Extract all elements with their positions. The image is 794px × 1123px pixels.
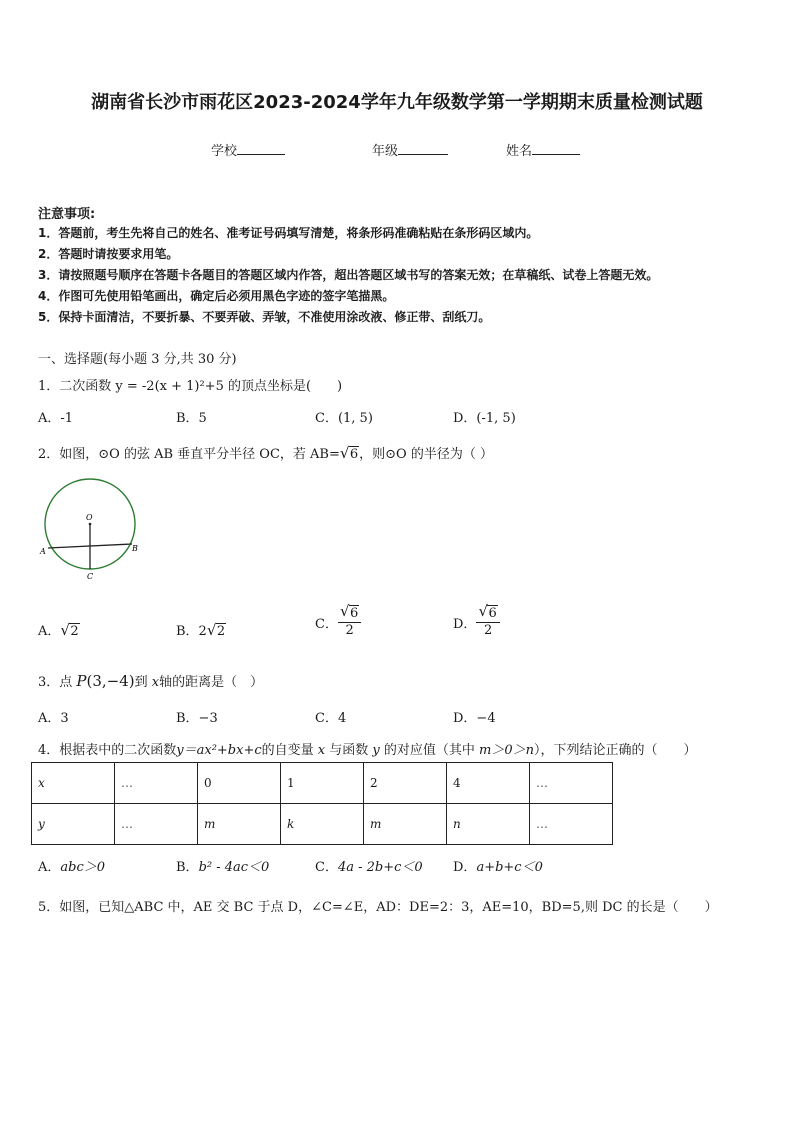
page-title: 湖南省长沙市雨花区2023-2024学年九年级数学第一学期期末质量检测试题 (91, 92, 703, 113)
q4-option-a[interactable] (38, 856, 105, 875)
name-label: 姓名 (506, 144, 533, 159)
q4-stem-part-c: 与函数 (325, 743, 373, 758)
q1-option-a[interactable]: A．-1 (38, 411, 74, 426)
table-cell: … (530, 804, 613, 845)
fraction (476, 602, 499, 639)
sqrt-symbol: √ 6 (339, 444, 359, 462)
q4-condition: m＞0＞n (479, 743, 534, 758)
table-row (32, 763, 613, 804)
table-cell: … (115, 804, 198, 845)
table-cell: m (364, 804, 447, 845)
q2-option-c-radicand: 6 (349, 606, 359, 621)
q2-option-d-label: D． (453, 617, 477, 632)
label-c: C (87, 572, 94, 581)
name-blank[interactable] (532, 140, 580, 155)
table-row (32, 804, 613, 845)
section-heading: 一、选择题(每小题 3 分,共 30 分) (38, 352, 237, 367)
q3-stem-part-b: 到 (134, 675, 152, 690)
q4-option-c[interactable] (315, 856, 423, 875)
table-cell: 0 (198, 763, 281, 804)
table-cell: … (115, 763, 198, 804)
q2-stem (38, 443, 493, 462)
q3-option-b[interactable]: B．−3 (176, 711, 218, 726)
table-cell: y (32, 804, 115, 845)
q4-y-var: y (372, 743, 380, 758)
q2-option-c[interactable] (315, 602, 361, 639)
label-b: B (132, 544, 138, 553)
q4-stem-part-b: 的自变量 (261, 743, 318, 758)
q4-stem-part-e: ），下列结论正确的（ ） (534, 743, 697, 758)
center-point (89, 523, 92, 526)
q2-stem-part-a: 2．如图，⊙O 的弦 AB 垂直平分半径 OC，若 AB= (38, 447, 340, 462)
grade-field[interactable] (372, 140, 448, 159)
q4-option-b-expr: b² - 4ac＜0 (198, 860, 270, 875)
fraction (338, 602, 361, 639)
school-label: 学校 (211, 144, 238, 159)
table-cell: … (530, 763, 613, 804)
q5-stem: 5．如图，已知△ABC 中，AE 交 BC 于点 D，∠C=∠E，AD：DE=2：3，AE=10，BD=5,则 DC 的长是（ ） (38, 900, 718, 915)
sqrt-symbol: √ 2 (206, 621, 226, 639)
notice-item-5: 5．保持卡面清洁，不要折暴、不要弄破、弄皱，不准使用涂改液、修正带、刮纸刀。 (38, 310, 491, 324)
q4-option-a-label: A． (38, 860, 61, 875)
q3-option-c[interactable]: C．4 (315, 711, 347, 726)
q4-option-b-label: B． (176, 860, 199, 875)
label-a: A (40, 547, 46, 556)
notice-heading: 注意事项: (38, 207, 96, 222)
q2-option-a-label: A． (38, 624, 61, 639)
q2-option-d-radicand: 6 (488, 606, 497, 621)
q2-option-a-radicand: 2 (70, 624, 79, 639)
q4-x-var: x (317, 743, 326, 758)
q4-option-b[interactable] (176, 856, 269, 875)
q2-stem-radicand: 6 (349, 447, 359, 462)
q1-stem: 1．二次函数 y = -2(x + 1)²+5 的顶点坐标是( ) (38, 379, 343, 394)
q3-stem (38, 671, 263, 690)
q4-option-d-expr: a+b+c＜0 (476, 860, 543, 875)
table-cell: x (32, 763, 115, 804)
notice-item-3: 3．请按照题号顺序在答题卡各题目的答题区域内作答，超出答题区域书写的答案无效；在草稿纸、试卷上答题无效。 (38, 268, 659, 282)
q4-option-d-label: D． (453, 860, 477, 875)
q3-coords: (3,−4) (86, 672, 135, 690)
q2-option-b[interactable] (176, 620, 226, 639)
sqrt-symbol: √ 6 (478, 602, 497, 621)
q2-circle-figure (30, 475, 150, 590)
q3-stem-part-c: 轴的距离是（ ） (159, 675, 264, 690)
q1-option-c[interactable]: C．(1, 5) (315, 411, 373, 426)
name-field[interactable] (506, 140, 580, 159)
school-blank[interactable] (237, 140, 285, 155)
q4-value-table (31, 762, 613, 845)
q2-option-d[interactable] (453, 602, 500, 639)
q4-stem (38, 739, 697, 758)
q4-option-d[interactable] (453, 856, 543, 875)
q2-option-d-denominator: 2 (483, 623, 493, 638)
q2-stem-part-b: ，则⊙O 的半径为（ ） (359, 447, 493, 462)
sqrt-symbol: √ 6 (339, 602, 359, 621)
table-cell: 1 (281, 763, 364, 804)
q4-option-c-label: C． (315, 860, 338, 875)
q1-option-d[interactable]: D．(-1, 5) (453, 411, 516, 426)
table-cell: 2 (364, 763, 447, 804)
table-cell: n (447, 804, 530, 845)
table-cell: 4 (447, 763, 530, 804)
table-cell: k (281, 804, 364, 845)
q4-function: y＝ax²+bx+c (176, 743, 262, 758)
q3-option-d[interactable]: D．−4 (453, 711, 496, 726)
grade-blank[interactable] (398, 140, 448, 155)
q3-point: P (76, 672, 87, 690)
q1-option-b[interactable]: B．5 (176, 411, 207, 426)
label-o: O (86, 513, 93, 522)
q4-stem-part-a: 4．根据表中的二次函数 (38, 743, 177, 758)
q4-option-c-expr: 4a - 2b+c＜0 (337, 860, 423, 875)
sqrt-symbol: √ 2 (60, 621, 79, 639)
q2-option-c-denominator: 2 (345, 623, 354, 638)
q3-stem-part-a: 3．点 (38, 675, 77, 690)
q3-axis: x (151, 675, 160, 690)
notice-item-4: 4．作图可先使用铅笔画出，确定后必须用黑色字迹的签字笔描黑。 (38, 289, 395, 303)
table-cell: m (198, 804, 281, 845)
q4-stem-part-d: 的对应值（其中 (379, 743, 480, 758)
q4-option-a-expr: abc＞0 (60, 860, 106, 875)
q3-option-a[interactable]: A．3 (38, 711, 69, 726)
notice-item-1: 1．答题前，考生先将自己的姓名、准考证号码填写清楚，将条形码准确粘贴在条形码区域内。 (38, 226, 539, 240)
q2-option-c-label: C． (315, 617, 338, 632)
grade-label: 年级 (372, 144, 399, 159)
q2-option-b-label: B．2 (176, 624, 207, 639)
q2-option-a[interactable] (38, 620, 80, 639)
notice-item-2: 2．答题时请按要求用笔。 (38, 247, 179, 261)
q2-option-b-radicand: 2 (216, 624, 226, 639)
school-field[interactable] (211, 140, 285, 159)
